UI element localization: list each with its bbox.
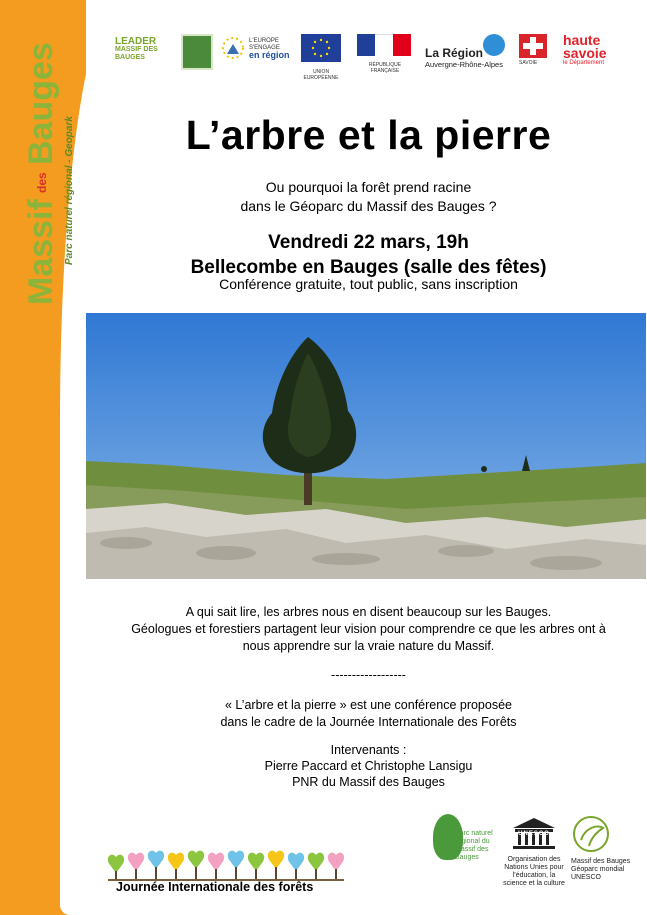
geopark-logo: [571, 814, 637, 898]
svg-text:Bauges: Bauges: [22, 42, 60, 165]
event-conditions: Conférence gratuite, tout public, sans inscription: [219, 276, 518, 292]
svg-text:Massif: Massif: [22, 199, 60, 305]
unesco-logo: [501, 816, 567, 900]
republique-francaise-logo: RÉPUBLIQUE FRANÇAISE: [357, 34, 413, 74]
pnr-logo-text: Parc naturel régional du Massif des Bauges: [455, 830, 493, 861]
pnr-logo: [433, 814, 493, 870]
framing-line: dans le cadre de la Journée Internationale des Forêts: [220, 715, 517, 729]
framing-line: « L’arbre et la pierre » est une conférence proposée: [225, 698, 512, 712]
page-title: L’arbre et la pierre: [185, 112, 552, 158]
speakers-names: Pierre Paccard et Christophe Lansigu: [264, 759, 473, 773]
description: [90, 604, 647, 655]
subtitle-line: dans le Géoparc du Massif des Bauges ?: [240, 198, 497, 214]
subtitle: [90, 178, 647, 216]
speakers: [90, 742, 647, 790]
partner-logos: [115, 34, 635, 86]
leader-logo: LEADER MASSIF DES BAUGES: [115, 36, 158, 61]
tree-on-limestone-photo: [86, 313, 646, 579]
svg-text:Parc naturel régional - Geopar: Parc naturel régional - Geopark: [64, 116, 75, 265]
event-date: Vendredi 22 mars, 19h: [268, 232, 469, 253]
event-details: [90, 230, 647, 280]
speakers-heading: Intervenants :: [330, 743, 407, 757]
eu-flag-logo: UNION EUROPÉENNE: [301, 34, 341, 62]
geopark-text: Massif des Bauges Géoparc mondial UNESCO: [571, 858, 631, 881]
jif-label: Journée Internationale des forêts: [116, 880, 314, 894]
description-line: nous apprendre sur la vraie nature du Massif.: [242, 639, 495, 653]
speakers-org: PNR du Massif des Bauges: [292, 775, 445, 789]
unesco-label: UNESCO: [518, 831, 550, 837]
footer-logos: [425, 810, 640, 900]
svg-text:des: des: [35, 172, 49, 193]
savoie-logo: SAVOIE: [519, 34, 551, 74]
star-circle-icon: [219, 34, 247, 62]
leader-flag-logo: [181, 34, 213, 70]
unesco-text: Organisation des Nations Unies pour l’éducation, la science et la culture: [503, 856, 565, 887]
massif-des-bauges-logo: [12, 30, 75, 310]
separator: ------------------: [331, 668, 406, 682]
description-line: A qui sait lire, les arbres nous en disent beaucoup sur les Bauges.: [185, 605, 552, 619]
europe-region-logo: L'EUROPE S'ENGAGE en région: [219, 34, 295, 70]
subtitle-line: Ou pourquoi la forêt prend racine: [265, 179, 472, 195]
framing-text: [90, 697, 647, 731]
eu-stars-icon: [301, 34, 341, 62]
haute-savoie-logo: haute savoie le Département: [563, 32, 607, 66]
description-line: Géologues et forestiers partagent leur vision pour comprendre ce que les arbres ont à: [131, 622, 606, 636]
event-place: Bellecombe en Bauges (salle des fêtes): [190, 257, 547, 278]
geopark-circle-icon: [571, 814, 611, 854]
region-aura-logo: La Région Auvergne-Rhône-Alpes: [425, 34, 509, 74]
